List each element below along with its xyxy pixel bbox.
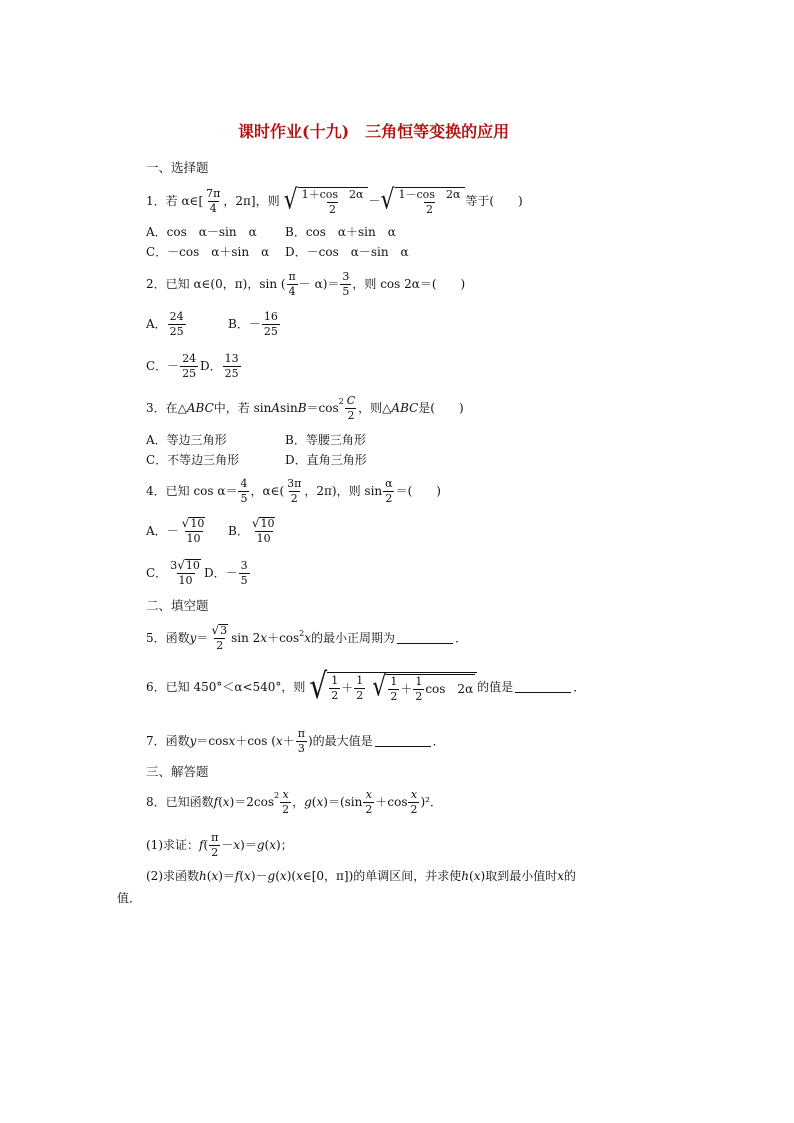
radical: √ $\frac{1+\cos 2\alpha}{2}$ — [284, 187, 369, 215]
section-solve: 三、解答题 — [146, 764, 209, 779]
fraction: $\frac{7\pi}{4}$ — [206, 186, 221, 215]
question-4: 4．已知 cos α＝ $\frac{4}{5}$ ，α∈( $\frac{3\pi}{2}$ ，2π)，则 sin $\frac{\alpha}{2}$ ＝( ) — [146, 476, 441, 505]
section-choice: 一、选择题 — [146, 160, 209, 175]
option-1a: A．cos α－sin α — [146, 225, 257, 239]
option-2a: A． $\frac{24}{25}$ — [146, 309, 184, 338]
option-4a: A．－ √ 10 10 — [146, 516, 205, 546]
question-8-part-2: (2)求函数 h ( x ) ＝ f ( x ) － g ( x )( x ∈[0，π])的单调区间，并求使 h ( x ) 取到最小值时 x 的 — [146, 869, 576, 883]
question-3: 3．在△ ABC 中，若 sin A sin B ＝cos $^2$ $\frac{C}{2}$ ，则△ ABC 是( ) — [146, 393, 464, 422]
option-3d: D．直角三角形 — [285, 453, 367, 467]
answer-blank[interactable] — [515, 682, 571, 693]
question-5: 5．函数 y ＝ √ 3 2 sin 2 x ＋cos $^2$ x 的最小正周期为 ． — [146, 623, 468, 653]
question-8: 8．已知函数 f ( x ) ＝2cos $^2$ $\frac{x}{2}$ ， g ( x ) ＝(sin $\frac{x}{2}$ ＋cos $\frac{x}{2}$ )²． — [146, 787, 442, 816]
answer-blank[interactable] — [397, 633, 453, 644]
option-3c: C．不等边三角形 — [146, 453, 240, 467]
option-3b: B．等腰三角形 — [285, 433, 366, 447]
question-6: 6．已知 450°＜α<540°，则 √ $\frac{1}{2}$ ＋ $\frac{1}{2}$ √ $\frac{1}{2}$ ＋ $\frac{1}{2}$ cos 2α 的值是 ． — [146, 665, 586, 707]
page-title: 课时作业(十九) 三角恒等变换的应用 — [238, 122, 510, 141]
option-2b: B．－ $\frac{16}{25}$ — [228, 309, 278, 338]
option-4c: C． 3 √ 10 10 — [146, 558, 200, 588]
option-4b: B． √ 10 10 — [228, 516, 275, 546]
option-2c: C．－ $\frac{24}{25}$ — [146, 351, 197, 380]
section-fill: 二、填空题 — [146, 598, 209, 613]
answer-blank[interactable] — [375, 736, 431, 747]
option-1b: B．cos α＋sin α — [285, 225, 396, 239]
question-1: 1． 若 α∈[ $\frac{7\pi}{4}$ ，2π]，则 √ $\frac{1+\cos 2\alpha}{2}$ － √ $\frac{1-\cos 2\alpha}{2}$ 等于( ) — [146, 184, 523, 216]
option-4d: D．－ $\frac{3}{5}$ — [204, 558, 248, 587]
question-8-part-2-cont: 值． — [117, 891, 142, 905]
option-2d: D． $\frac{13}{25}$ — [200, 351, 239, 380]
option-1d: D．－cos α－sin α — [285, 245, 409, 259]
question-7: 7．函数 y ＝cos x ＋cos ( x ＋ $\frac{\pi}{3}$ )的最大值是 ． — [146, 726, 445, 755]
option-1c: C．－cos α＋sin α — [146, 245, 270, 259]
radical: √ $\frac{1-\cos 2\alpha}{2}$ — [380, 187, 465, 215]
question-8-part-1: (1)求证： f ( $\frac{\pi}{2}$ － x )＝ g ( x ) ； — [146, 830, 293, 859]
option-3a: A．等边三角形 — [146, 433, 227, 447]
question-2: 2．已知 α∈(0，π)，sin ( $\frac{\pi}{4}$ － α)＝ $\frac{3}{5}$ ，则 cos 2α＝( ) — [146, 269, 466, 298]
